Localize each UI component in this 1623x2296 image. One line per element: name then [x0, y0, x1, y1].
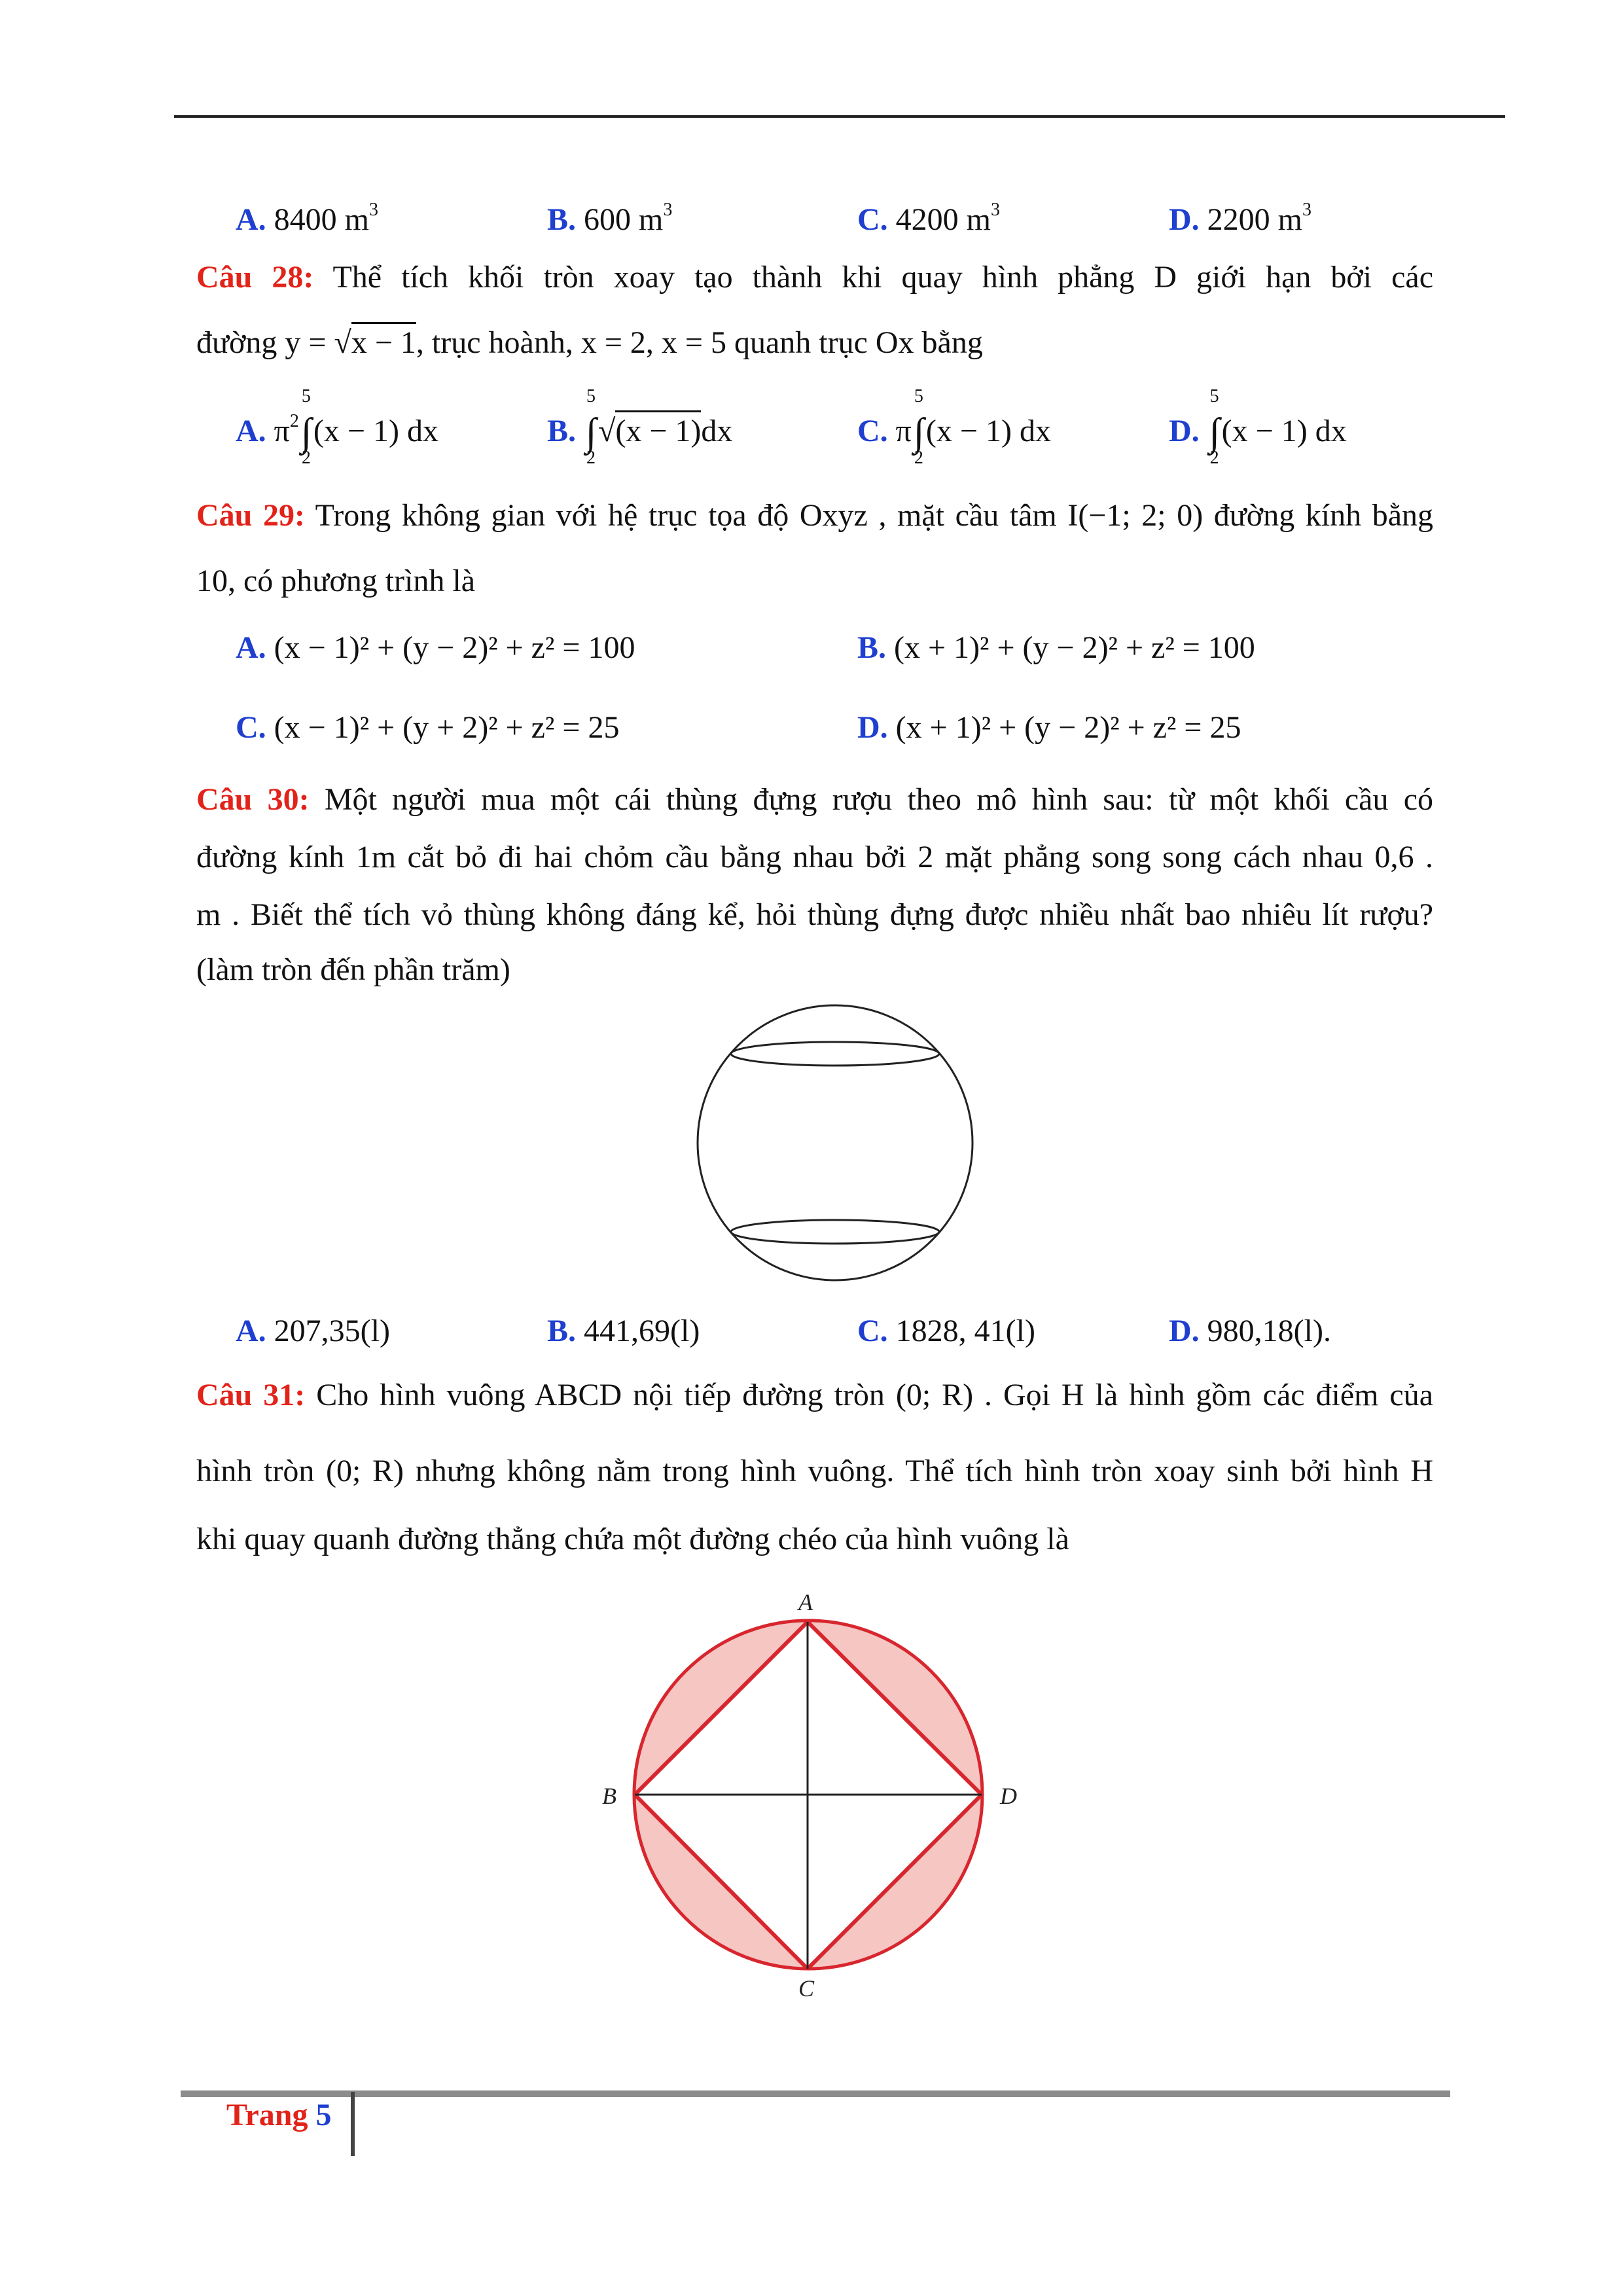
q28-line-2: đường y = √x − 1, trục hoành, x = 2, x = 5 quanh trục Ox bằng — [196, 325, 1433, 361]
q28-option-a: A. $\pi^2\int$ 5 2 (x − 1) dx — [236, 386, 438, 468]
vertex-label-d: D — [1000, 1783, 1017, 1809]
q29-line-2: 10, có phương trình là — [196, 564, 475, 598]
q27-option-a: A. 8400 $m^3$ — [236, 200, 379, 237]
q30-option-a: A. 207,35(l) — [236, 1314, 390, 1348]
q30-option-d: D. 980,18(l). — [1169, 1314, 1331, 1348]
q28-line-1: Câu 28: Thể tích khối tròn xoay tạo thành khi quay hình phẳng D giới hạn bởi các — [196, 260, 1433, 295]
header-rule — [174, 115, 1505, 118]
integral-sign: ∫ 5 2 — [1209, 386, 1220, 468]
barrel-figure — [654, 999, 1021, 1287]
square-in-circle-figure — [576, 1584, 1047, 2003]
integral-sign: ∫ 5 2 — [913, 386, 925, 468]
q27-option-d: D. 2200 $m^3$ — [1169, 200, 1312, 237]
q31-line-3: khi quay quanh đường thẳng chứa một đường chéo của hình vuông là — [196, 1522, 1069, 1556]
q30-line-4: (làm tròn đến phần trăm) — [196, 952, 510, 987]
integral-sign: ∫ 5 2 — [585, 386, 597, 468]
q27-option-c: C. 4200 $m^3$ — [857, 200, 1001, 237]
bottom-cut-ellipse — [731, 1220, 939, 1244]
q29-option-c: C. (x − 1)² + (y + 2)² + z² = 25 — [236, 710, 620, 745]
q30-line-2: đường kính 1m cắt bỏ đi hai chỏm cầu bằng nhau bởi 2 mặt phẳng song song cách nhau 0,6 . — [196, 840, 1433, 874]
top-cut-ellipse — [731, 1042, 939, 1066]
q30-line-1: Câu 30: Một người mua một cái thùng đựng rượu theo mô hình sau: từ một khối cầu có — [196, 782, 1434, 817]
q29-option-b: B. (x + 1)² + (y − 2)² + z² = 100 — [857, 630, 1255, 665]
q28-option-d: D. ∫ 5 2 (x − 1) dx — [1169, 386, 1347, 468]
q28-option-c: C. π∫ 5 2 (x − 1) dx — [857, 386, 1051, 468]
q31-line-1: Câu 31: Cho hình vuông ABCD nội tiếp đường tròn (0; R) . Gọi H là hình gồm các điểm của — [196, 1378, 1434, 1412]
page-number: Trang 5 — [226, 2098, 332, 2132]
q29-option-a: A. (x − 1)² + (y − 2)² + z² = 100 — [236, 630, 635, 665]
q30-line-3: m . Biết thể tích vỏ thùng không đáng kể, hỏi thùng đựng được nhiều nhất bao nhiêu lít rượu? — [196, 897, 1433, 932]
footer-divider — [351, 2092, 355, 2156]
q28-option-b: B. ∫ 5 2 √(x − 1)dx — [547, 386, 733, 468]
vertex-label-b: B — [602, 1783, 616, 1809]
vertex-label-c: C — [798, 1975, 815, 2001]
q31-line-2: hình tròn (0; R) nhưng không nằm trong hình vuông. Thể tích hình tròn xoay sinh bởi hình H — [196, 1454, 1433, 1488]
q30-option-c: C. 1828, 41(l) — [857, 1314, 1035, 1348]
vertex-label-a: A — [798, 1589, 813, 1615]
q29-line-1: Câu 29: Trong không gian với hệ trục tọa độ Oxyz , mặt cầu tâm I(−1; 2; 0) đường kính bằng — [196, 498, 1434, 533]
q29-option-d: D. (x + 1)² + (y − 2)² + z² = 25 — [857, 710, 1241, 745]
integral-sign: ∫ 5 2 — [300, 386, 312, 468]
footer-rule — [181, 2090, 1450, 2097]
sphere-outline — [698, 1005, 972, 1280]
q30-option-b: B. 441,69(l) — [547, 1314, 700, 1348]
q27-option-b: B. 600 $m^3$ — [547, 200, 673, 237]
